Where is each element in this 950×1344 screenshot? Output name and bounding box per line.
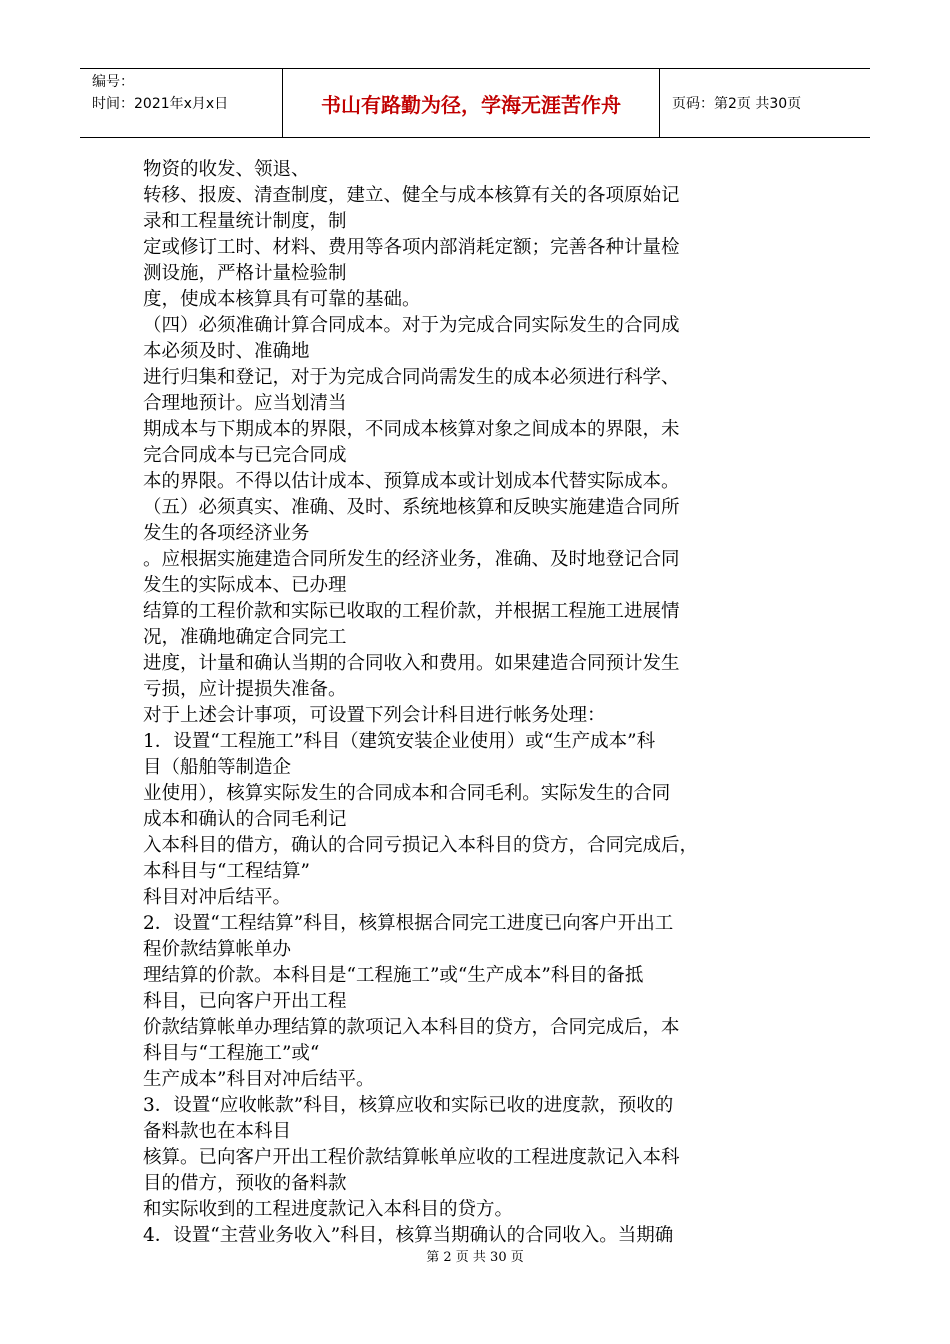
text-line: 程价款结算帐单办 xyxy=(143,939,292,960)
text-line: 期成本与下期成本的界限，不同成本核算对象之间成本的界限，未 xyxy=(143,419,680,440)
text-line: 成本和确认的合同毛利记 xyxy=(143,809,347,830)
text-line: 况，准确地确定合同完工 xyxy=(143,627,347,648)
text-line: （五）必须真实、准确、及时、系统地核算和反映实施建造合同所 xyxy=(143,497,680,518)
header-info xyxy=(80,69,282,137)
text-line: 定或修订工时、材料、费用等各项内部消耗定额；完善各种计量检 xyxy=(143,237,680,258)
text-line: 。应根据实施建造合同所发生的经济业务，准确、及时地登记合同 xyxy=(143,549,680,570)
header-motto: 书山有路勤为径，学海无涯苦作舟 xyxy=(282,69,660,137)
page-footer: 第 2 页 共 30 页 xyxy=(426,1250,524,1265)
text-line: 测设施，严格计量检验制 xyxy=(143,263,347,284)
text-line: 入本科目的借方，确认的合同亏损记入本科目的贷方，合同完成后， xyxy=(143,835,699,856)
text-line: 对于上述会计事项，可设置下列会计科目进行帐务处理： xyxy=(143,705,606,726)
text-line: 目（船舶等制造企 xyxy=(143,757,292,778)
text-line: 价款结算帐单办理结算的款项记入本科目的贷方，合同完成后，本 xyxy=(143,1017,680,1038)
text-line: 科目与“工程施工”或“ xyxy=(143,1043,320,1064)
page-header xyxy=(80,68,870,138)
text-line: 录和工程量统计制度，制 xyxy=(143,211,347,232)
text-line: 本科目与“工程结算” xyxy=(143,861,310,882)
text-line: 核算。已向客户开出工程价款结算帐单应收的工程进度款记入本科 xyxy=(143,1147,680,1168)
text-line: 生产成本”科目对冲后结平。 xyxy=(143,1069,375,1090)
text-line: 4．设置“主营业务收入”科目，核算当期确认的合同收入。当期确 xyxy=(143,1225,674,1246)
text-line: 科目，已向客户开出工程 xyxy=(143,991,347,1012)
text-line: 科目对冲后结平。 xyxy=(143,887,292,908)
text-line: 目的借方，预收的备料款 xyxy=(143,1173,347,1194)
text-line: 3．设置“应收帐款”科目，核算应收和实际已收的进度款，预收的 xyxy=(143,1095,674,1116)
document-date-label: 时间：2021年x月x日 xyxy=(92,96,229,112)
document-number-label: 编号： xyxy=(92,74,134,90)
text-line: 1．设置“工程施工”科目（建筑安装企业使用）或“生产成本”科 xyxy=(143,731,656,752)
text-line: 和实际收到的工程进度款记入本科目的贷方。 xyxy=(143,1199,514,1220)
text-line: 度，使成本核算具有可靠的基础。 xyxy=(143,289,421,310)
document-body xyxy=(143,157,813,1249)
text-line: 发生的实际成本、已办理 xyxy=(143,575,347,596)
text-line: （四）必须准确计算合同成本。对于为完成合同实际发生的合同成 xyxy=(143,315,680,336)
text-line: 备料款也在本科目 xyxy=(143,1121,292,1142)
text-line: 完合同成本与已完合同成 xyxy=(143,445,347,466)
text-line: 进行归集和登记，对于为完成合同尚需发生的成本必须进行科学、 xyxy=(143,367,680,388)
text-line: 亏损，应计提损失准备。 xyxy=(143,679,347,700)
text-line: 本必须及时、准确地 xyxy=(143,341,310,362)
text-line: 结算的工程价款和实际已收取的工程价款，并根据工程施工进展情 xyxy=(143,601,680,622)
text-line: 2．设置“工程结算”科目，核算根据合同完工进度已向客户开出工 xyxy=(143,913,674,934)
text-line: 发生的各项经济业务 xyxy=(143,523,310,544)
text-line: 业使用），核算实际发生的合同成本和合同毛利。实际发生的合同 xyxy=(143,783,671,804)
text-line: 本的界限。不得以估计成本、预算成本或计划成本代替实际成本。 xyxy=(143,471,680,492)
text-line: 转移、报废、清查制度，建立、健全与成本核算有关的各项原始记 xyxy=(143,185,680,206)
header-page-info: 页码：第2页 共30页 xyxy=(672,96,802,112)
text-line: 进度，计量和确认当期的合同收入和费用。如果建造合同预计发生 xyxy=(143,653,680,674)
text-line: 物资的收发、领退、 xyxy=(143,159,310,180)
text-line: 合理地预计。应当划清当 xyxy=(143,393,347,414)
text-line: 理结算的价款。本科目是“工程施工”或“生产成本”科目的备抵 xyxy=(143,965,644,986)
